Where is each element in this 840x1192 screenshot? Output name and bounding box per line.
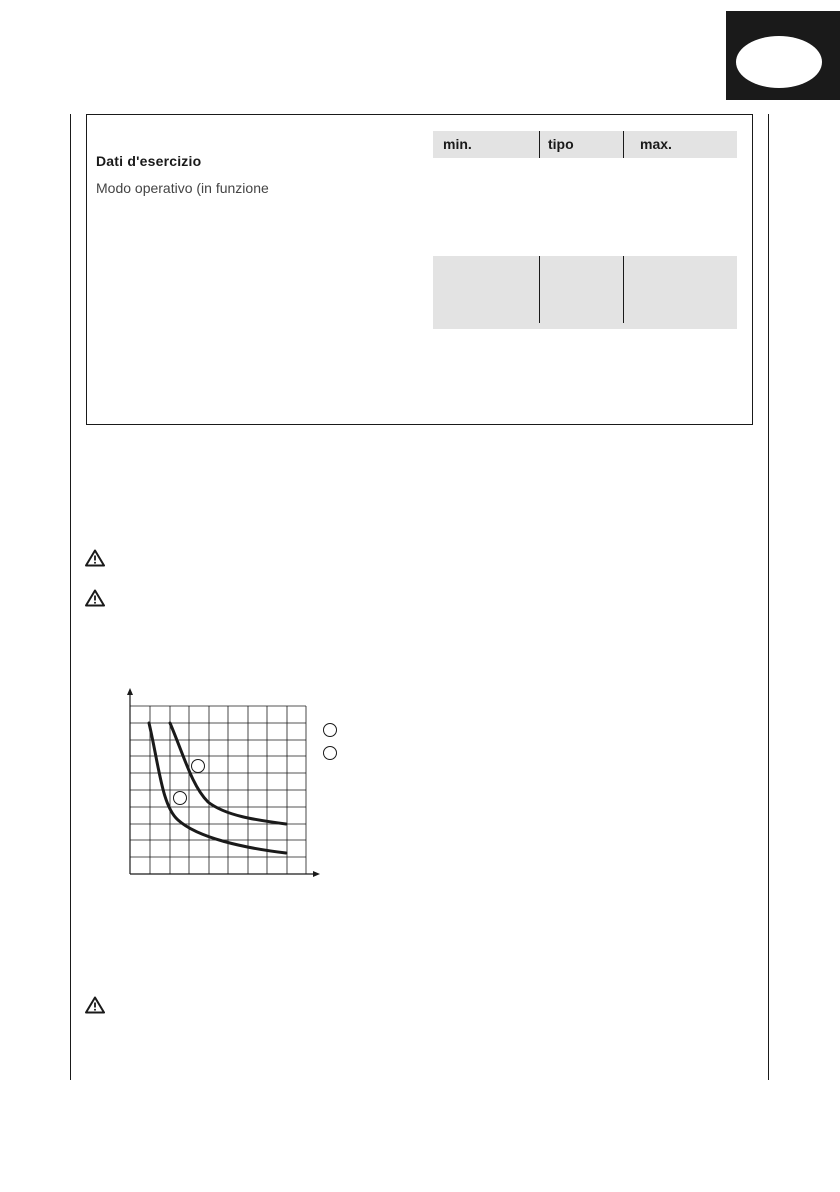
right-margin-rule	[768, 114, 769, 1080]
circle-marker-icon	[192, 760, 205, 773]
graph-axes	[127, 688, 320, 877]
table-header-row	[433, 131, 737, 158]
legend-markers	[322, 722, 338, 762]
section-tab-oval	[736, 36, 822, 88]
graph-grid	[130, 706, 306, 874]
column-header-max: max.	[640, 136, 672, 152]
operating-data-title: Dati d'esercizio	[96, 153, 202, 169]
characteristic-curves-graph	[114, 686, 334, 886]
circle-marker-icon	[324, 747, 337, 760]
left-margin-rule	[70, 114, 71, 1080]
curve-lower	[149, 723, 286, 853]
column-header-tipo: tipo	[548, 136, 574, 152]
column-divider	[623, 256, 624, 323]
warning-triangle-icon	[85, 589, 105, 607]
operating-mode-label: Modo operativo (in funzione	[96, 180, 269, 196]
column-divider	[539, 131, 540, 158]
table-value-block	[433, 256, 737, 329]
circle-marker-icon	[174, 792, 187, 805]
column-header-min: min.	[443, 136, 472, 152]
column-divider	[623, 131, 624, 158]
circle-marker-icon	[324, 724, 337, 737]
warning-triangle-icon	[85, 549, 105, 567]
section-tab	[726, 11, 840, 100]
column-divider	[539, 256, 540, 323]
warning-triangle-icon	[85, 996, 105, 1014]
